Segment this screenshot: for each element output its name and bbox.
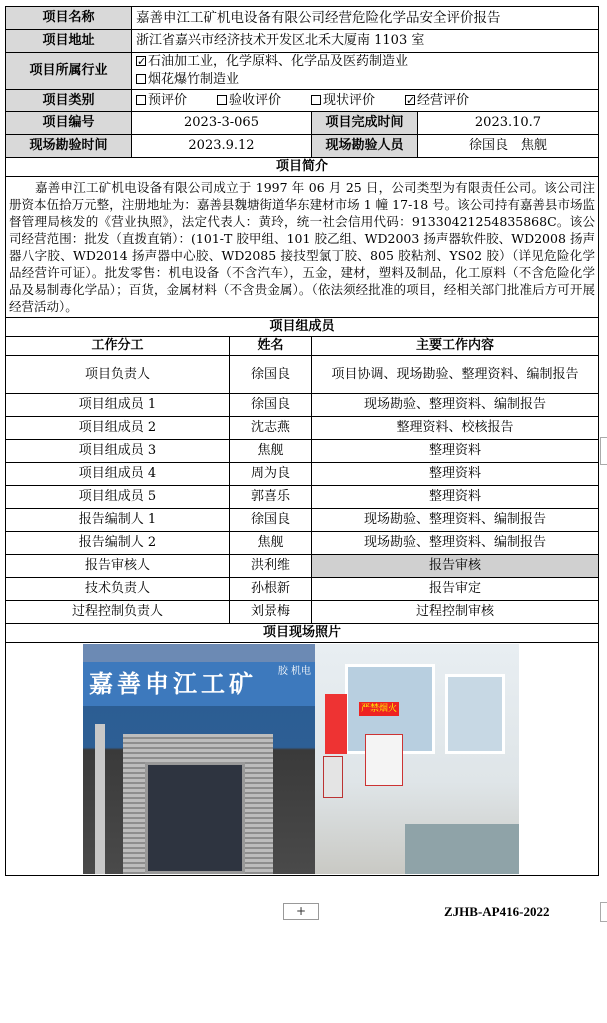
number-label: 项目编号 <box>6 112 132 135</box>
project-name-label: 项目名称 <box>6 7 132 30</box>
intro-title: 项目简介 <box>6 158 599 177</box>
table-row <box>6 509 599 532</box>
team-name: 徐国良 <box>230 356 312 394</box>
page-edge-marker <box>600 902 607 922</box>
team-role: 项目组成员 1 <box>6 394 230 417</box>
team-work: 项目协调、现场勘验、整理资料、编制报告 <box>312 356 599 394</box>
checked-box-icon <box>136 56 146 66</box>
counter <box>405 824 519 874</box>
team-work: 整理资料、校核报告 <box>312 417 599 440</box>
survey-person-label: 现场勘验人员 <box>312 135 418 158</box>
add-button[interactable]: + <box>283 903 319 920</box>
table-row <box>6 601 599 624</box>
industry-options <box>132 53 599 90</box>
team-header-name: 姓名 <box>230 337 312 356</box>
survey-person-value: 徐国良 焦舰 <box>418 135 599 158</box>
table-row <box>6 356 599 394</box>
page-edge-marker <box>600 437 607 465</box>
team-role: 技术负责人 <box>6 578 230 601</box>
team-role: 项目负责人 <box>6 356 230 394</box>
table-row <box>6 578 599 601</box>
document-code: ZJHB-AP416-2022 <box>444 904 550 919</box>
table-row <box>6 555 599 578</box>
calendar <box>323 756 343 798</box>
empty-box-icon <box>217 95 227 105</box>
notice-board <box>365 734 403 786</box>
storefront-sign-small: 胶 机电 <box>277 666 311 677</box>
team-name: 郭喜乐 <box>230 486 312 509</box>
storefront-photo <box>83 644 315 874</box>
team-title: 项目组成员 <box>6 318 599 337</box>
table-row <box>6 394 599 417</box>
team-name: 孙根新 <box>230 578 312 601</box>
industry-option-1[interactable]: ✓石油加工业，化学原料、化学品及医药制造业 <box>136 53 594 71</box>
team-role: 报告编制人 1 <box>6 509 230 532</box>
number-value: 2023-3-065 <box>132 112 312 135</box>
survey-time-label: 现场勘验时间 <box>6 135 132 158</box>
window <box>445 674 505 754</box>
empty-box-icon <box>136 74 146 84</box>
table-row <box>6 417 599 440</box>
empty-box-icon <box>311 95 321 105</box>
storefront-sign: 嘉善申江工矿 <box>83 662 315 706</box>
team-work: 整理资料 <box>312 486 599 509</box>
photos-cell <box>6 643 599 876</box>
pillar <box>95 724 105 874</box>
project-info-form <box>5 6 599 876</box>
type-label: 项目类别 <box>6 90 132 112</box>
type-option-status[interactable]: 现状评价 <box>311 92 375 110</box>
team-role: 项目组成员 4 <box>6 463 230 486</box>
no-smoking-sign: 严禁烟火 <box>360 704 397 714</box>
type-option-operation[interactable]: ✓ 经营评价 <box>405 92 469 110</box>
type-option-pre[interactable]: 预评价 <box>136 92 187 110</box>
team-name: 洪利维 <box>230 555 312 578</box>
office-photo <box>315 644 519 874</box>
team-work: 报告审定 <box>312 578 599 601</box>
team-role: 过程控制负责人 <box>6 601 230 624</box>
team-work: 报告审核 <box>312 555 599 578</box>
team-name: 刘景梅 <box>230 601 312 624</box>
project-address-label: 项目地址 <box>6 30 132 53</box>
team-work: 现场勘验、整理资料、编制报告 <box>312 532 599 555</box>
team-name: 焦舰 <box>230 440 312 463</box>
team-name: 徐国良 <box>230 394 312 417</box>
team-header-role: 工作分工 <box>6 337 230 356</box>
project-name-value: 嘉善申江工矿机电设备有限公司经营危险化学品安全评价报告 <box>132 7 599 30</box>
team-name: 焦舰 <box>230 532 312 555</box>
photos-title: 项目现场照片 <box>6 624 599 643</box>
project-address-value: 浙江省嘉兴市经济技术开发区北禾大厦南 1103 室 <box>132 30 599 53</box>
team-work: 现场勘验、整理资料、编制报告 <box>312 394 599 417</box>
team-name: 周为良 <box>230 463 312 486</box>
table-row <box>6 486 599 509</box>
table-row <box>6 440 599 463</box>
type-option-acceptance[interactable]: 验收评价 <box>217 92 281 110</box>
team-work: 整理资料 <box>312 463 599 486</box>
checked-box-icon <box>405 95 415 105</box>
empty-box-icon <box>136 95 146 105</box>
table-row <box>6 532 599 555</box>
team-role: 报告编制人 2 <box>6 532 230 555</box>
team-work: 整理资料 <box>312 440 599 463</box>
table-row <box>6 463 599 486</box>
survey-time-value: 2023.9.12 <box>132 135 312 158</box>
team-role: 项目组成员 3 <box>6 440 230 463</box>
team-role: 项目组成员 5 <box>6 486 230 509</box>
complete-date-label: 项目完成时间 <box>312 112 418 135</box>
intro-text: 嘉善申江工矿机电设备有限公司成立于 1997 年 06 月 25 日，公司类型为有限责任公司。该公司注册资本伍拾万元整，注册地址为：嘉善县魏塘街道华东建材市场 1 幢 17-18 号。该公司持有嘉善县市场监督管理局核发的《营业执照》，法定代表人：黄玲，统一社会信用代码：91330421254835868C。该公司经营范围：批发（直拨直销）：(101-T 胶甲组、101 胶乙组、WD2003 扬声器软件胶、WD2008 扬声器八字胶、WD2014 扬声器中心胶、WD2085 接技型氯丁胶、805 胶粘剂、YS02 胶）（详见危险化学品经营许可证）。批发零售：机电设备（不含汽车），五金，建材，塑料及制品，化工原料（不含危险化学品及易制毒化学品）；百货，金属材料（不含贵金属）。（依法须经批准的项目，经相关部门批准后方可开展经营活动）。 <box>6 177 599 318</box>
type-options <box>132 90 599 112</box>
team-name: 沈志燕 <box>230 417 312 440</box>
team-work: 现场勘验、整理资料、编制报告 <box>312 509 599 532</box>
red-poster <box>325 694 347 754</box>
team-name: 徐国良 <box>230 509 312 532</box>
industry-option-2[interactable]: 烟花爆竹制造业 <box>136 71 594 89</box>
industry-label: 项目所属行业 <box>6 53 132 90</box>
team-header-work: 主要工作内容 <box>312 337 599 356</box>
awning <box>83 644 315 662</box>
team-role: 项目组成员 2 <box>6 417 230 440</box>
team-role: 报告审核人 <box>6 555 230 578</box>
site-photos <box>83 644 519 874</box>
complete-date-value: 2023.10.7 <box>418 112 599 135</box>
glass-door <box>145 762 245 874</box>
team-work: 过程控制审核 <box>312 601 599 624</box>
